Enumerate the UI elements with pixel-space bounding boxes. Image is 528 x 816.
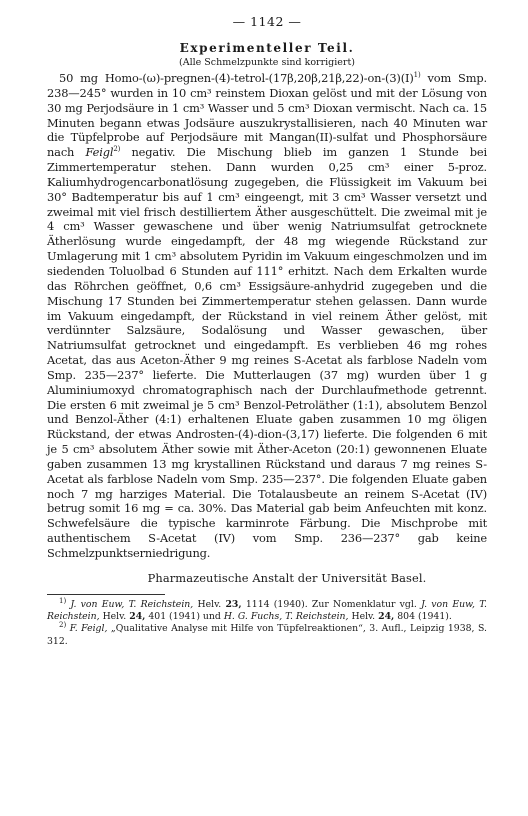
body-text-part: negativ. Die Mischung blieb im ganzen 1 Stunde bei Zimmertemperatur stehen. Dann wurden 0,25 cm³ einer 5-proz. Kaliumhydrogencarbonatlösung zugegeben, die Flüssigkeit im Vakuum bei 30° Badtemperatur bis auf 1 cm³ eingeengt, mit 3 cm³ Wasser versetzt und zweimal mit viel frisch destilliertem Äther ausgeschüttelt. Die zweimal mit je 4 cm³ Wasser gewaschene und über wenig Natriumsulfat getrocknete Ätherlösung wurde eingedampft, der 48 mg wiegende Rückstand zur Umlagerung mit 1 cm³ absolutem Pyridin im Vakuum eingeschmolzen und im siedenden Toluolbad 6 Stunden auf 111° erhitzt. Nach dem Erkalten wurde das Röhrchen geöffnet, 0,6 cm³ Essigsäure-anhydrid zugegeben und die Mischung 17 Stunden bei Zimmertemperatur stehen gelassen. Dann wurde im Vakuum eingedampft, der Rückstand in viel reinem Äther gelöst, mit verdünnter Salzsäure, Sodalösung und Wasser gewaschen, über Natriumsulfat getrocknet und eingedampft. Es verblieben 46 mg rohes Acetat, das aus Aceton-Äther 9 mg reines S-Acetat als farblose Nadeln vom Smp. 235—237° lieferte. Die Mutterlaugen (37 mg) wurden über 1 g Aluminiumoxyd chromatographisch nach der Durchlaufmethode getrennt. Die ersten 6 mit zweimal je 5 cm³ Benzol-Petroläther (1:1), absolutem Benzol und Benzol-Äther (4:1) erhaltenen Eluate gaben zusammen 10 mg öligen Rückstand, der etwas Androsten-(4)-dion-(3,17) lieferte. Die folgenden 6 mit je 5 cm³ absolutem Äther sowie mit Äther-Aceton (20:1) gewonnenen Eluate gaben zusammen 13 mg krystallinen Rückstand und daraus 7 mg reines S-Acetat als farblose Nadeln vom Smp. 235—237°. Die folgenden Eluate gaben noch 7 mg harziges Material. Die Totalausbeute an reinem S-Acetat (IV) betrug somit 16 mg = ca. 30%. Das Material gab beim Anfeuchten mit konz. Schwefelsäure die typische karminrote Färbung. Die Mischprobe mit authentischem S-Acetat (IV) vom Smp. 236—237° gab keine Schmelzpunktserniedrigung. — [47, 145, 487, 560]
footnote-ref-2[interactable]: 2) — [113, 145, 121, 154]
footnote-author: F. Feigl, — [69, 623, 108, 635]
footnote-mark: 2) — [59, 621, 67, 630]
page-number: — 1142 — — [232, 14, 302, 29]
footnote-volume: 23, — [225, 598, 242, 610]
body-text-part: 50 mg Homo-(ω)-pregnen-(4)-tetrol-(17β,20β,21β,22)-on-(3)(I) — [59, 71, 414, 85]
footnote-volume: 24, — [129, 611, 146, 623]
affiliation: Pharmazeutische Anstalt der Universität Basel. — [147, 570, 427, 585]
footnote-text: „Qualitative Analyse mit Hilfe von Tüpfelreaktionen“, 3. Aufl., Leipzig 1938, S. 312. — [47, 623, 487, 647]
footnote-text: Helv. — [193, 598, 226, 610]
footnote-ref-1[interactable]: 1) — [413, 71, 421, 80]
footnote-mark: 1) — [59, 596, 67, 605]
footnote-text: Helv. — [348, 611, 379, 623]
footnote-author: J. von Euw, T. Reichstein, — [70, 598, 194, 610]
author-name: Feigl — [85, 145, 114, 160]
body-paragraph — [47, 71, 487, 561]
footnote-volume: 24, — [378, 611, 395, 623]
footnote-2 — [47, 623, 487, 648]
footnote-author: H. G. Fuchs, T. Reichstein, — [223, 611, 349, 623]
footnote-text: 1114 (1940). Zur Nomenklatur vgl. — [241, 598, 422, 610]
footnote-text: Helv. — [99, 611, 130, 623]
page — [47, 12, 487, 648]
footnote-1 — [47, 596, 487, 624]
section-heading: Experimenteller Teil. — [179, 41, 355, 55]
footnote-text: 804 (1941). — [394, 611, 452, 623]
footnote-divider — [47, 594, 165, 595]
body-text-part: vom Smp. 238—245° wurden in 10 cm³ reinstem Dioxan gelöst und mit der Lösung von 30 mg Perjodsäure in 1 cm³ Wasser und 5 cm³ Dioxan vermischt. Nach ca. 15 Minuten begann etwas Jodsäure auszukrystallisieren, nach 40 Minuten war die Tüpfelprobe auf Perjodsäure mit Mangan(II)-sulfat und Phosphorsäure nach — [47, 71, 487, 160]
footnote-text: 401 (1941) und — [145, 611, 224, 623]
footnote-author: J. von Euw, T. Reichstein, — [47, 598, 487, 623]
section-note: (Alle Schmelzpunkte sind korrigiert) — [179, 57, 355, 68]
